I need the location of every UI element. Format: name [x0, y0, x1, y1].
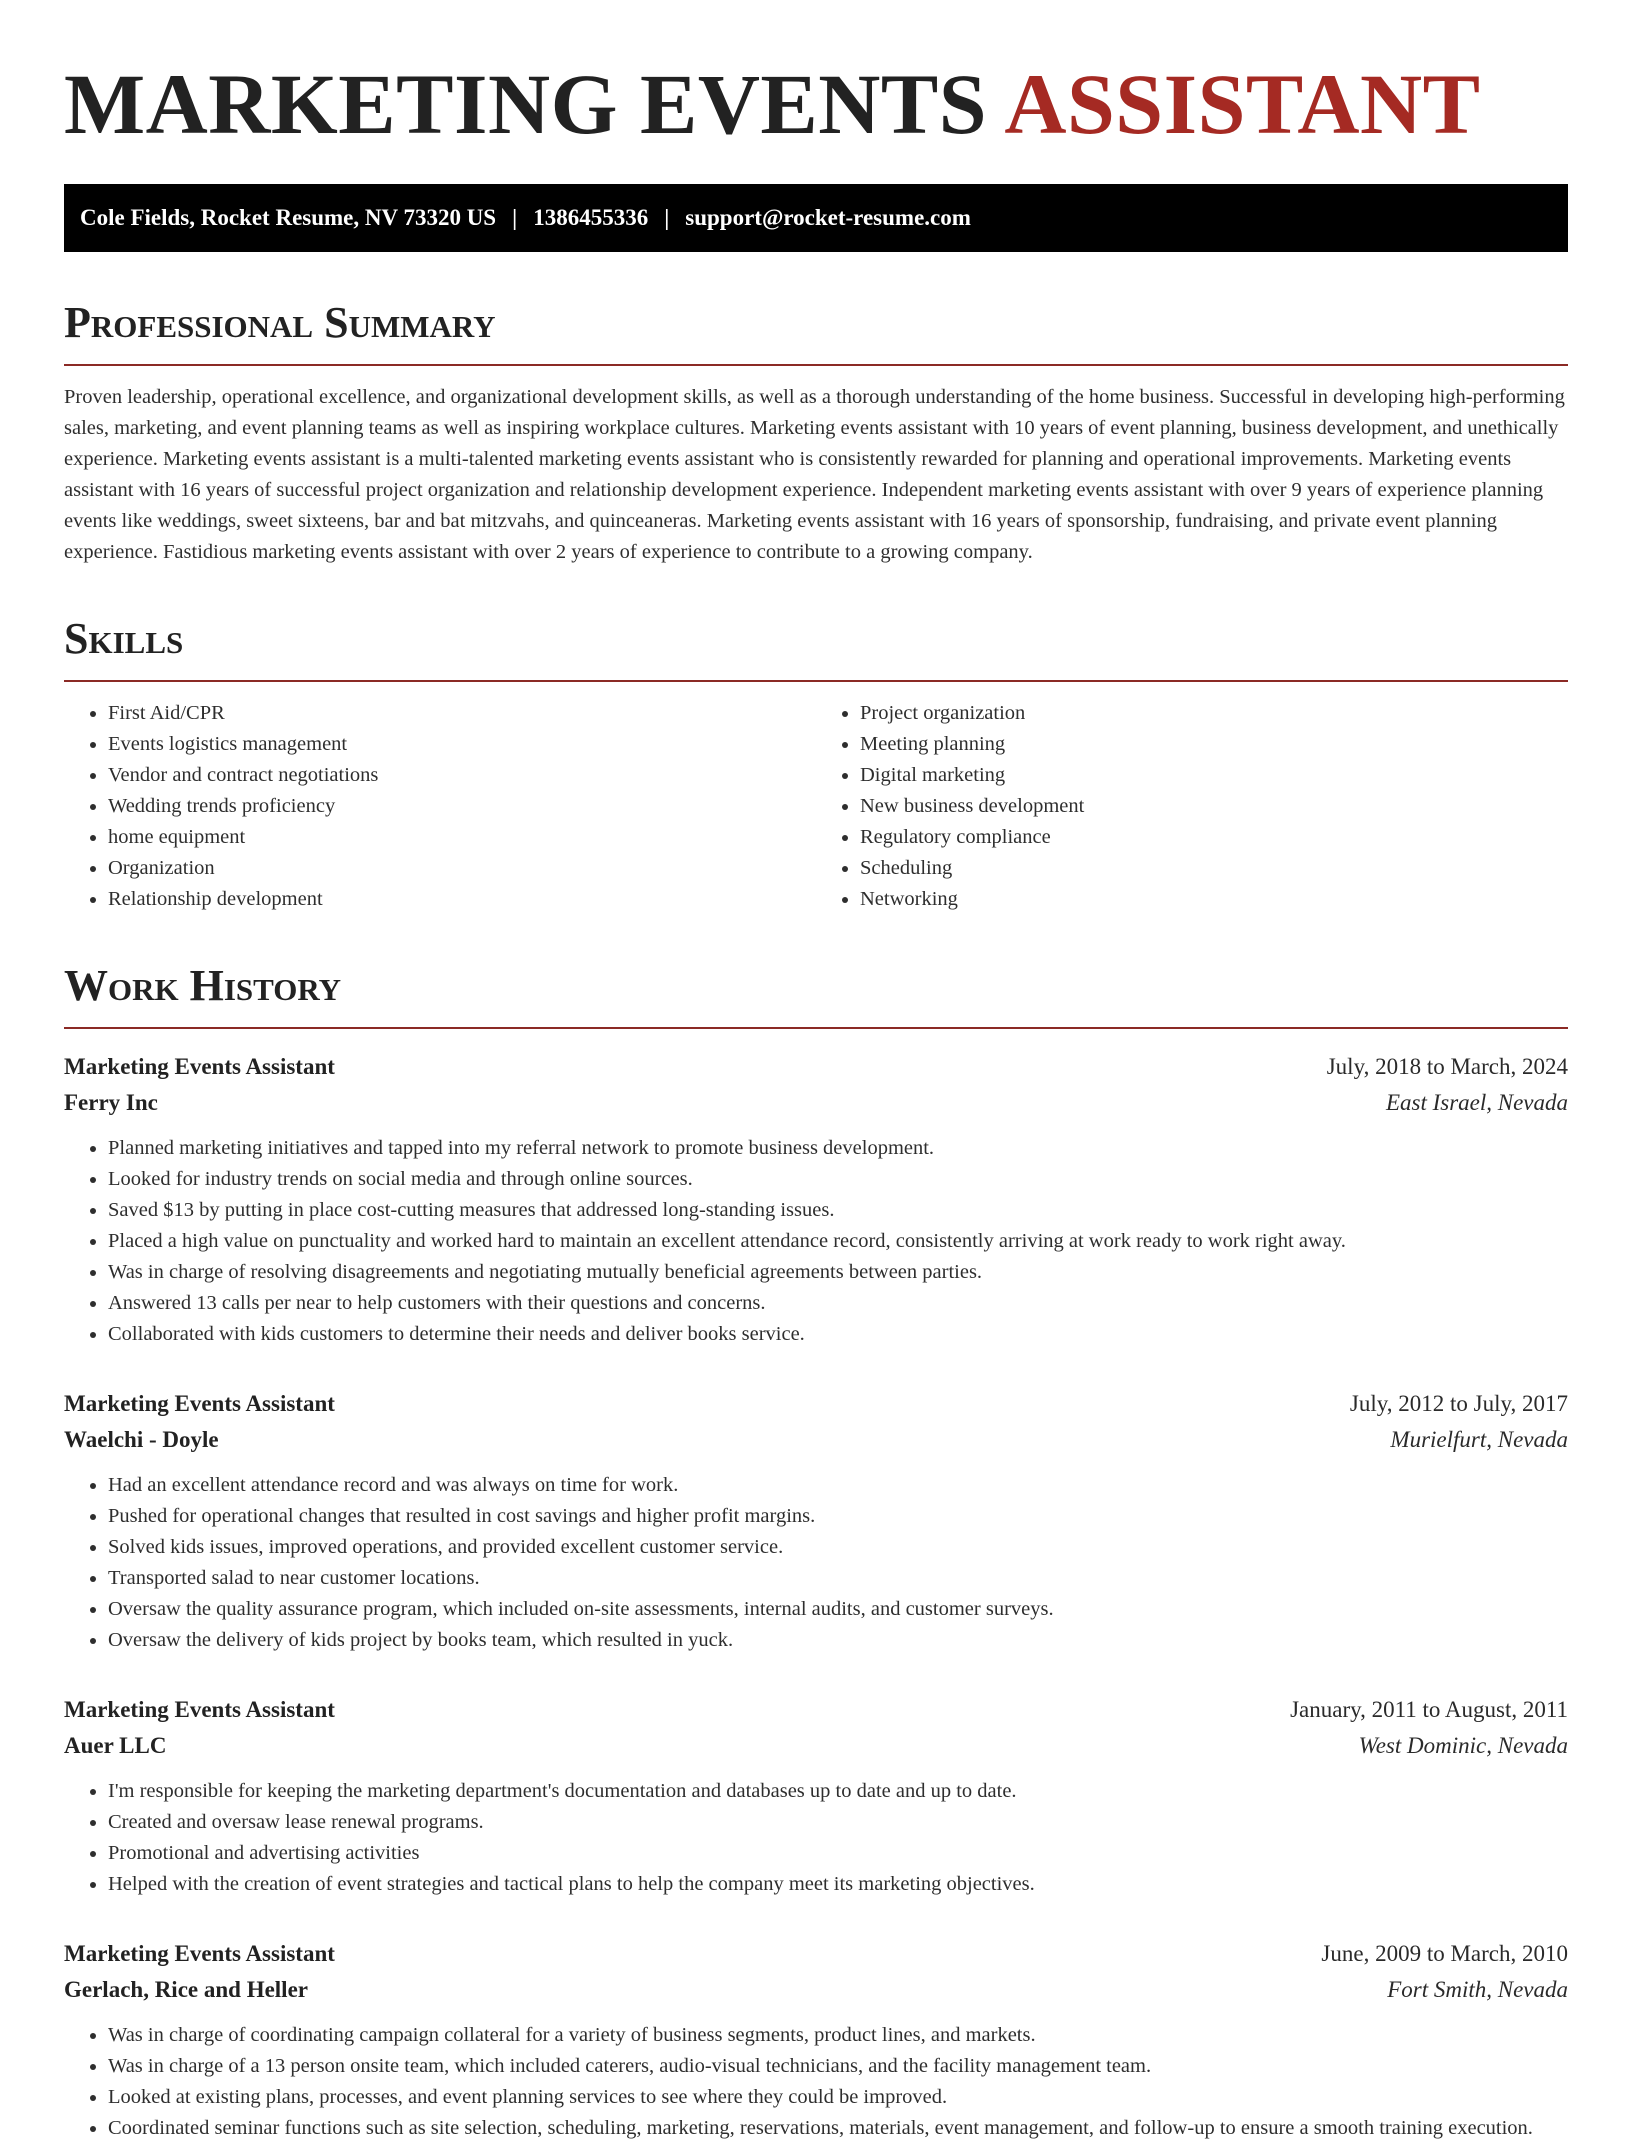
job-bullet: • Oversaw the delivery of kids project by books team, which resulted in yuck.	[108, 1625, 1568, 1656]
skill-item: • First Aid/CPR	[108, 698, 816, 729]
job-bullets	[64, 1133, 1568, 1350]
skill-item: • Vendor and contract negotiations	[108, 760, 816, 791]
job-company: Waelchi - Doyle	[64, 1427, 219, 1452]
skill-item: • Meeting planning	[860, 729, 1568, 760]
job-dates: January, 2011 to August, 2011	[1290, 1697, 1568, 1722]
job-bullet: • I'm responsible for keeping the marketing department's documentation and databases up to date and up to date.	[108, 1776, 1568, 1807]
skill-item: • Networking	[860, 884, 1568, 915]
skills-column-left	[64, 698, 816, 915]
resume-title	[64, 56, 1568, 152]
skill-item: • home equipment	[108, 822, 816, 853]
summary-text: Proven leadership, operational excellence, and organizational development skills, as well as a thorough understanding of the home business. Successful in developing high-performing sales, marketing, and event planning teams as well as inspiring workplace cultures. Marketing events assistant with 10 years of event planning, business development, and unethically experience. Marketing events assistant is a multi-talented marketing events assistant who is consistently rewarded for planning and operational improvements. Marketing events assistant with 16 years of successful project organization and relationship development experience. Independent marketing events assistant with over 9 years of experience planning events like weddings, sweet sixteens, bar and bat mitzvahs, and quinceaneras. Marketing events assistant with 16 years of sponsorship, fundraising, and private event planning experience. Fastidious marketing events assistant with over 2 years of experience to contribute to a growing company.	[64, 386, 1565, 563]
contact-separator: |	[664, 205, 670, 230]
job-location: East Israel, Nevada	[1385, 1090, 1568, 1115]
job-bullet: • Transported salad to near customer locations.	[108, 1563, 1568, 1594]
job-entry	[64, 1049, 1568, 1350]
skill-item: • Relationship development	[108, 884, 816, 915]
job-bullet: • Was in charge of resolving disagreements and negotiating mutually beneficial agreements between parties.	[108, 1257, 1568, 1288]
job-title: Marketing Events Assistant	[64, 1941, 335, 1966]
job-bullets	[64, 1470, 1568, 1656]
job-entry	[64, 1692, 1568, 1900]
job-title: Marketing Events Assistant	[64, 1054, 335, 1079]
summary-heading: Professional Summary	[64, 296, 1568, 366]
contact-address: Cole Fields, Rocket Resume, NV 73320 US	[80, 205, 497, 230]
job-bullet: • Promotional and advertising activities	[108, 1838, 1568, 1869]
job-bullet: • Had an excellent attendance record and was always on time for work.	[108, 1470, 1568, 1501]
skill-item: • Organization	[108, 853, 816, 884]
title-main: MARKETING EVENTS	[64, 56, 988, 152]
contact-bar	[64, 184, 1568, 252]
skill-item: • Scheduling	[860, 853, 1568, 884]
job-company: Auer LLC	[64, 1733, 167, 1758]
skill-item: • Wedding trends proficiency	[108, 791, 816, 822]
job-dates: June, 2009 to March, 2010	[1321, 1941, 1568, 1966]
job-location: West Dominic, Nevada	[1358, 1733, 1568, 1758]
job-bullet: • Coordinated seminar functions such as site selection, scheduling, marketing, reservations, materials, event management, and follow-up to ensure a smooth training execution.	[108, 2113, 1568, 2144]
contact-separator: |	[512, 205, 518, 230]
job-title: Marketing Events Assistant	[64, 1697, 335, 1722]
job-location: Fort Smith, Nevada	[1387, 1977, 1568, 2002]
job-bullet: • Saved $13 by putting in place cost-cutting measures that addressed long-standing issues.	[108, 1195, 1568, 1226]
job-bullets	[64, 1776, 1568, 1900]
skill-item: • Regulatory compliance	[860, 822, 1568, 853]
skill-item: • Project organization	[860, 698, 1568, 729]
job-company: Gerlach, Rice and Heller	[64, 1977, 308, 2002]
contact-email: support@rocket-resume.com	[685, 205, 971, 230]
skill-item: • New business development	[860, 791, 1568, 822]
job-bullet: • Solved kids issues, improved operations, and provided excellent customer service.	[108, 1532, 1568, 1563]
skills-list	[64, 698, 1568, 915]
work-history-heading: Work History	[64, 959, 1568, 1029]
job-entry	[64, 1386, 1568, 1656]
job-bullet: • Looked for industry trends on social media and through online sources.	[108, 1164, 1568, 1195]
job-bullet: • Was in charge of coordinating campaign collateral for a variety of business segments, product lines, and markets.	[108, 2020, 1568, 2051]
job-bullet: • Placed a high value on punctuality and worked hard to maintain an excellent attendance record, consistently arriving at work ready to work right away.	[108, 1226, 1568, 1257]
job-dates: July, 2012 to July, 2017	[1349, 1391, 1568, 1416]
job-bullet: • Collaborated with kids customers to determine their needs and deliver books service.	[108, 1319, 1568, 1350]
job-bullet: • Pushed for operational changes that resulted in cost savings and higher profit margins.	[108, 1501, 1568, 1532]
job-location: Murielfurt, Nevada	[1390, 1427, 1568, 1452]
skill-item: • Digital marketing	[860, 760, 1568, 791]
skill-item: • Events logistics management	[108, 729, 816, 760]
job-dates: July, 2018 to March, 2024	[1326, 1054, 1568, 1079]
job-entry	[64, 1936, 1568, 2144]
job-title: Marketing Events Assistant	[64, 1391, 335, 1416]
job-bullet: • Looked at existing plans, processes, and event planning services to see where they could be improved.	[108, 2082, 1568, 2113]
job-bullet: • Created and oversaw lease renewal programs.	[108, 1807, 1568, 1838]
job-bullet: • Helped with the creation of event strategies and tactical plans to help the company meet its marketing objectives.	[108, 1869, 1568, 1900]
contact-phone: 1386455336	[533, 205, 649, 230]
title-accent: ASSISTANT	[1004, 56, 1481, 152]
job-bullet: • Planned marketing initiatives and tapped into my referral network to promote business development.	[108, 1133, 1568, 1164]
job-bullets	[64, 2020, 1568, 2144]
job-bullet: • Oversaw the quality assurance program, which included on-site assessments, internal audits, and customer surveys.	[108, 1594, 1568, 1625]
skills-heading: Skills	[64, 612, 1568, 682]
job-bullet: • Answered 13 calls per near to help customers with their questions and concerns.	[108, 1288, 1568, 1319]
job-company: Ferry Inc	[64, 1090, 158, 1115]
job-bullet: • Was in charge of a 13 person onsite team, which included caterers, audio-visual technicians, and the facility management team.	[108, 2051, 1568, 2082]
skills-column-right	[816, 698, 1568, 915]
